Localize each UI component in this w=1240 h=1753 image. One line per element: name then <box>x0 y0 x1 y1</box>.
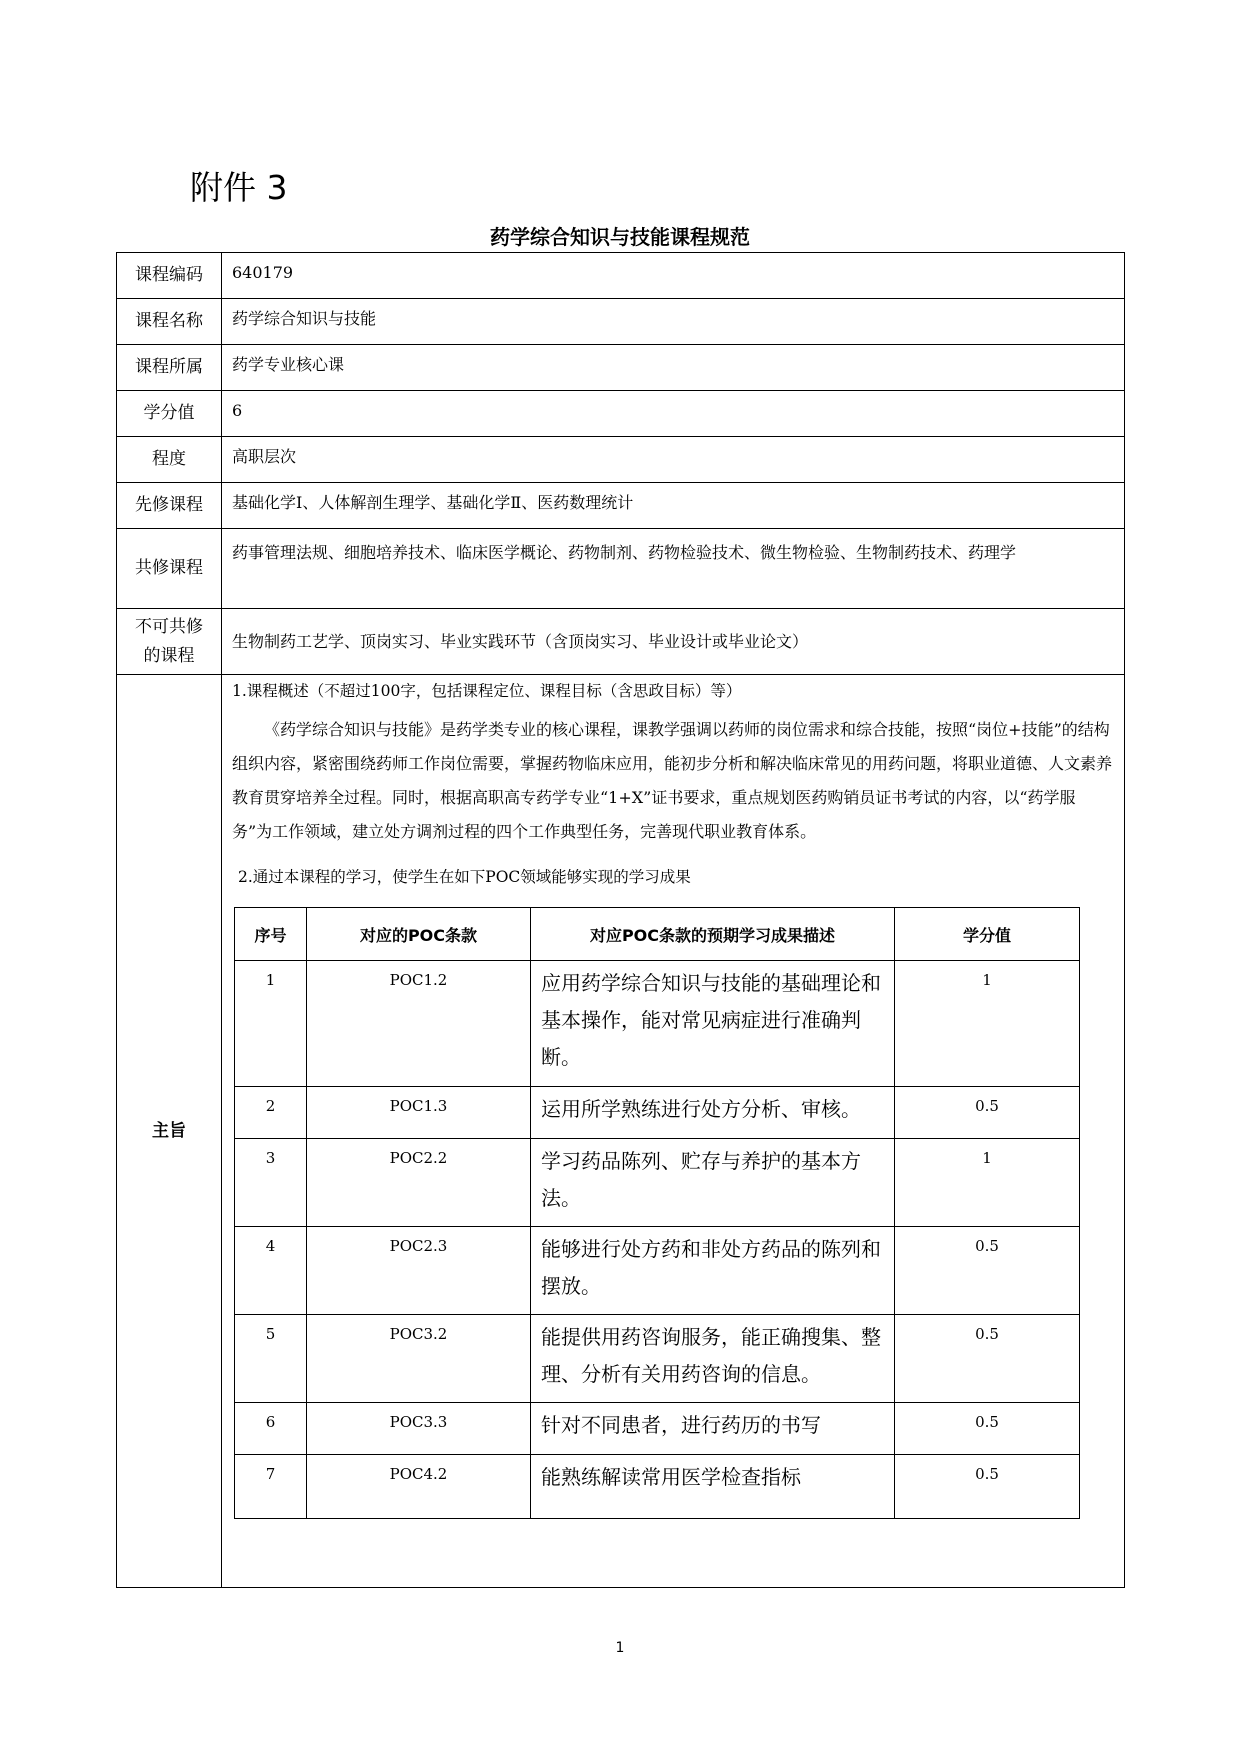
header-no: 序号 <box>235 908 307 961</box>
page-number: 1 <box>615 1640 625 1656</box>
table-row <box>235 1455 1080 1519</box>
poc-clause: POC2.2 <box>307 1139 531 1227</box>
label-prerequisites: 先修课程 <box>117 483 222 529</box>
label-corequisites: 共修课程 <box>117 529 222 609</box>
label-exclusions: 不可共修的课程 <box>117 609 222 675</box>
poc-desc: 能提供用药咨询服务，能正确搜集、整理、分析有关用药咨询的信息。 <box>531 1315 895 1403</box>
aim-content <box>222 675 1125 1588</box>
poc-no: 1 <box>235 961 307 1087</box>
poc-no: 5 <box>235 1315 307 1403</box>
table-row <box>235 1139 1080 1227</box>
document-title: 药学综合知识与技能课程规范 <box>490 225 750 249</box>
row-course-category <box>117 345 1125 391</box>
label-aim: 主旨 <box>117 675 222 1588</box>
label-credits: 学分值 <box>117 391 222 437</box>
header-desc: 对应POC条款的预期学习成果描述 <box>531 908 895 961</box>
row-course-code <box>117 253 1125 299</box>
value-exclusions: 生物制药工艺学、顶岗实习、毕业实践环节（含顶岗实习、毕业设计或毕业论文） <box>222 609 1125 675</box>
table-row <box>235 1403 1080 1455</box>
course-spec-table <box>116 252 1125 1588</box>
row-credits <box>117 391 1125 437</box>
poc-credit: 0.5 <box>895 1087 1080 1139</box>
row-prerequisites <box>117 483 1125 529</box>
label-level: 程度 <box>117 437 222 483</box>
header-poc: 对应的POC条款 <box>307 908 531 961</box>
poc-clause: POC4.2 <box>307 1455 531 1519</box>
row-aim <box>117 675 1125 1588</box>
value-course-name: 药学综合知识与技能 <box>222 299 1125 345</box>
section1-text: 《药学综合知识与技能》是药学类专业的核心课程，课教学强调以药师的岗位需求和综合技能，按照“岗位+技能”的结构组织内容，紧密围绕药师工作岗位需要，掌握药物临床应用，能初步分析和解决临床常见的用药问题，将职业道德、人文素养教育贯穿培养全过程。同时，根据高职高专药学专业“1+X”证书要求，重点规划医药购销员证书考试的内容，以“药学服务”为工作领域，建立处方调剂过程的四个工作典型任务，完善现代职业教育体系。 <box>232 720 1113 841</box>
row-exclusions <box>117 609 1125 675</box>
value-level: 高职层次 <box>222 437 1125 483</box>
table-row <box>235 1227 1080 1315</box>
poc-credit: 1 <box>895 961 1080 1087</box>
poc-credit: 0.5 <box>895 1315 1080 1403</box>
label-course-category: 课程所属 <box>117 345 222 391</box>
poc-desc: 能熟练解读常用医学检查指标 <box>531 1455 895 1519</box>
value-credits: 6 <box>222 391 1125 437</box>
poc-clause: POC1.2 <box>307 961 531 1087</box>
poc-desc: 针对不同患者，进行药历的书写 <box>531 1403 895 1455</box>
row-corequisites <box>117 529 1125 609</box>
label-course-name: 课程名称 <box>117 299 222 345</box>
poc-clause: POC3.3 <box>307 1403 531 1455</box>
section1-heading: 1.课程概述（不超过100字，包括课程定位、课程目标（含思政目标）等） <box>232 682 742 700</box>
poc-outcomes-table <box>234 907 1080 1519</box>
attachment-label: 附件 3 <box>190 168 288 207</box>
poc-header-row <box>235 908 1080 961</box>
value-course-category: 药学专业核心课 <box>222 345 1125 391</box>
poc-clause: POC1.3 <box>307 1087 531 1139</box>
poc-no: 6 <box>235 1403 307 1455</box>
table-row <box>235 961 1080 1087</box>
poc-desc: 应用药学综合知识与技能的基础理论和基本操作，能对常见病症进行准确判断。 <box>531 961 895 1087</box>
poc-clause: POC2.3 <box>307 1227 531 1315</box>
row-level <box>117 437 1125 483</box>
value-corequisites: 药事管理法规、细胞培养技术、临床医学概论、药物制剂、药物检验技术、微生物检验、生物制药技术、药理学 <box>222 529 1125 609</box>
poc-credit: 0.5 <box>895 1403 1080 1455</box>
poc-desc: 学习药品陈列、贮存与养护的基本方法。 <box>531 1139 895 1227</box>
poc-credit: 1 <box>895 1139 1080 1227</box>
poc-desc: 能够进行处方药和非处方药品的陈列和摆放。 <box>531 1227 895 1315</box>
poc-credit: 0.5 <box>895 1227 1080 1315</box>
table-row <box>235 1087 1080 1139</box>
poc-no: 7 <box>235 1455 307 1519</box>
poc-desc: 运用所学熟练进行处方分析、审核。 <box>531 1087 895 1139</box>
poc-clause: POC3.2 <box>307 1315 531 1403</box>
label-course-code: 课程编码 <box>117 253 222 299</box>
poc-no: 2 <box>235 1087 307 1139</box>
table-row <box>235 1315 1080 1403</box>
poc-no: 4 <box>235 1227 307 1315</box>
poc-credit: 0.5 <box>895 1455 1080 1519</box>
section2-heading: 2.通过本课程的学习，使学生在如下POC领域能够实现的学习成果 <box>238 868 691 886</box>
value-course-code: 640179 <box>222 253 1125 299</box>
row-course-name <box>117 299 1125 345</box>
value-prerequisites: 基础化学Ⅰ、人体解剖生理学、基础化学Ⅱ、医药数理统计 <box>222 483 1125 529</box>
poc-no: 3 <box>235 1139 307 1227</box>
header-credit: 学分值 <box>895 908 1080 961</box>
